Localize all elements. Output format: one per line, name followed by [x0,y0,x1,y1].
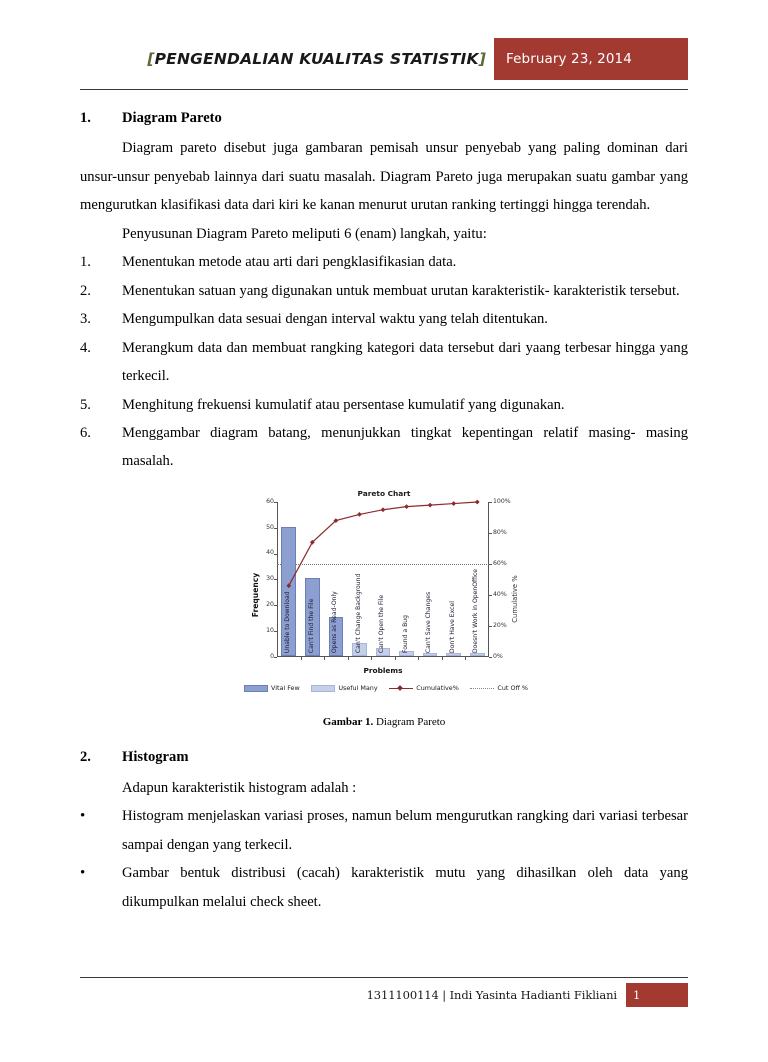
list-item [80,391,688,419]
chart-y-tick-label: 30 [266,575,274,583]
chart-cumulative-line [277,502,489,657]
list-item-bullet-icon: • [80,808,86,825]
list-item-text: Menggambar diagram batang, menunjukkan tingkat kepentingan relatif masing- masing masalah. [122,424,688,470]
figure-caption [80,712,688,733]
header-title-text: PENGENDALIAN KUALITAS STATISTIK [154,50,479,68]
chart-category-label: Unable to Download [283,591,291,653]
legend-swatch-icon [311,685,335,692]
chart-category-label: Can't Open the File [378,594,386,653]
chart-y-tick-label: 40 [266,549,274,557]
section-2-intro-paragraph: Adapun karakteristik histogram adalah : [122,779,357,796]
header-date-badge: February 23, 2014 [494,38,688,80]
legend-item-cut-off [470,682,528,694]
page-header [80,38,688,90]
document-content [80,90,688,916]
chart-secondary-y-tick-label: 60% [493,559,507,567]
section-1-number: 1. [80,110,91,126]
list-item [80,334,688,391]
pareto-steps-list [80,248,688,476]
section-1-intro-paragraph: Diagram pareto disebut juga gambaran pemisah unsur penyebab yang paling dominan dari unsur-unsur penyebab lainnya dari suatu masalah. Diagram Pareto juga merupakan suatu gambar yang mengurutkan klasifikasi data dari kiri ke kanan menurut urutan ranking tertinggi hingga terendah. [80,140,688,214]
legend-label: Vital Few [271,683,300,692]
section-heading-pareto [80,104,688,132]
chart-title: Pareto Chart [357,488,411,498]
section-2-title: Histogram [122,749,189,766]
list-item [80,277,688,305]
chart-x-tick-mark [442,657,443,660]
chart-plot-area [266,497,511,660]
chart-data-point-marker [404,504,409,509]
legend-line-marker-icon [389,685,413,691]
footer-page-number: 1 [626,983,688,1007]
chart-secondary-y-tick-label: 80% [493,528,507,536]
chart-data-point-marker [357,512,362,517]
list-item-text: Menghitung frekuensi kumulatif atau persentase kumulatif yang digunakan. [122,396,565,413]
page-footer [80,977,688,1007]
header-title-close-bracket: ] [478,50,486,68]
list-item-text: Mengumpulkan data sesuai dengan interval waktu yang telah ditentukan. [122,311,548,328]
chart-x-axis-label: Problems [363,665,403,675]
chart-y-tick-label: 50 [266,523,274,531]
histogram-bullet-list [80,802,688,916]
chart-y-tick-label: 60 [266,497,274,505]
document-page [0,38,768,1062]
list-item-marker: 4. [80,339,91,356]
list-item-text: Merangkum data dan membuat rangking kategori data tersebut dari yaang terbesar hingga yang terkecil. [122,339,688,385]
list-item [80,305,688,333]
list-item-marker: 3. [80,311,91,328]
chart-secondary-y-tick-label: 100% [493,497,511,505]
legend-dotted-line-icon [470,688,494,689]
footer-text: 1311100114 | Indi Yasinta Hadianti Fikliani [366,988,617,1002]
chart-secondary-y-tick-mark [489,626,492,627]
chart-y-axis-label: Frequency [250,572,260,618]
chart-x-tick-mark [371,657,372,660]
list-item-marker: 2. [80,282,91,299]
figure-caption-label: Gambar 1. [322,715,374,728]
chart-secondary-y-tick-mark [489,533,492,534]
list-item-marker: 1. [80,254,91,271]
legend-item-useful-many [311,682,377,694]
chart-data-point-marker [286,583,291,588]
chart-secondary-y-axis-label: Cumulative % [510,575,519,623]
legend-label: Cut Off % [497,683,528,692]
section-1-steps-intro: Penyusunan Diagram Pareto meliputi 6 (enam) langkah, yaitu: [122,225,487,242]
legend-label: Useful Many [338,683,378,692]
legend-swatch-icon [244,685,268,692]
chart-secondary-y-tick-label: 20% [493,621,507,629]
header-title [147,38,494,80]
chart-category-label: Can't Change Background [354,573,362,653]
figure-caption-text: Diagram Pareto [373,715,446,728]
header-title-open-bracket: [ [147,50,155,68]
legend-item-cumulative [389,682,459,694]
chart-secondary-y-tick-mark [489,595,492,596]
section-2-number: 2. [80,749,91,766]
chart-category-label: Found a Bug [401,614,409,653]
chart-x-tick-mark [324,657,325,660]
legend-item-vital-few [244,682,300,694]
chart-category-label: Can't Find the File [307,598,315,653]
list-item [80,248,688,276]
list-item-text: Histogram menjelaskan variasi proses, namun belum mengurutkan rangking dari variasi terbesar sampai dengan yang terkecil. [122,808,688,853]
chart-data-point-marker [451,501,456,506]
chart-y-tick-label: 0 [270,652,274,660]
list-item-marker: 6. [80,424,91,441]
header-inner [80,38,688,80]
chart-x-tick-mark [465,657,466,660]
list-item [80,419,688,476]
chart-category-label: Doesn't Work in OpenOffice [472,568,480,653]
chart-category-label: Can't Save Changes [425,591,433,653]
list-item-text: Menentukan satuan yang digunakan untuk membuat urutan karakteristik- karakteristik tersebut. [122,282,680,299]
chart-secondary-y-tick-mark [489,502,492,503]
chart-legend [244,682,528,694]
chart-x-tick-mark [348,657,349,660]
section-1-title: Diagram Pareto [122,110,222,126]
chart-secondary-y-tick-mark [489,657,492,658]
chart-category-label: Opens as Read-Only [330,591,338,653]
chart-data-point-marker [428,503,433,508]
pareto-chart [230,486,538,704]
chart-secondary-y-tick-label: 40% [493,590,507,598]
list-item-text: Menentukan metode atau arti dari pengklasifikasian data. [122,254,457,271]
chart-y-tick-label: 10 [266,626,274,634]
list-item [80,859,688,916]
chart-y-tick-label: 20 [266,601,274,609]
chart-x-tick-mark [395,657,396,660]
chart-y-tick-mark [274,657,277,658]
chart-x-tick-mark [301,657,302,660]
list-item-bullet-icon: • [80,865,86,882]
section-heading-histogram [80,743,688,771]
chart-secondary-y-tick-label: 0% [493,652,503,660]
chart-data-point-marker [381,507,386,512]
list-item-marker: 5. [80,396,91,413]
list-item-text: Gambar bentuk distribusi (cacah) karakteristik mutu yang dihasilkan oleh data yang dikumpulkan melalui check sheet. [122,865,688,910]
figure-pareto-chart [80,486,688,733]
chart-category-label: Don't Have Excel [448,600,456,653]
chart-secondary-y-tick-mark [489,564,492,565]
legend-label: Cumulative% [416,683,459,692]
list-item [80,802,688,859]
chart-x-tick-mark [418,657,419,660]
